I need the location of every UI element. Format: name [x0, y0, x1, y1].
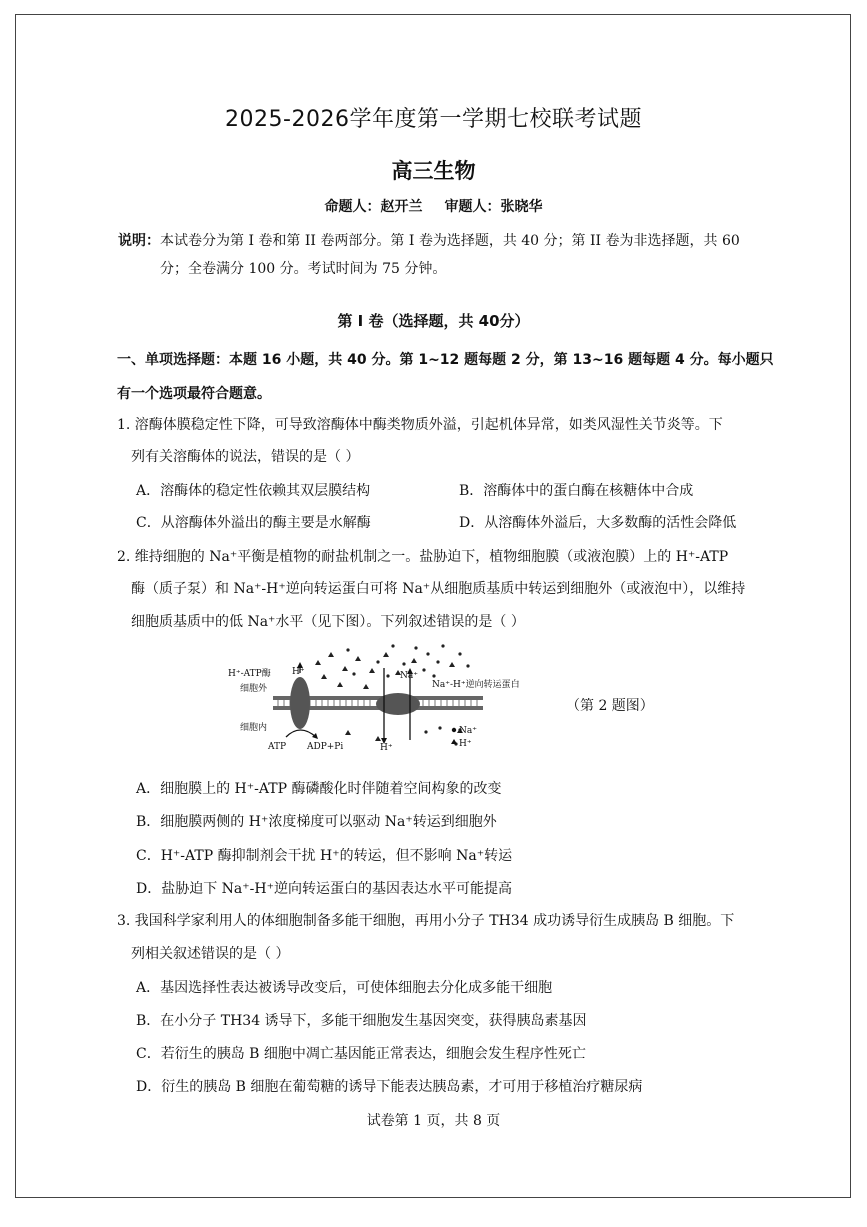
part-heading-line-2: 有一个选项最符合题意。 [117, 386, 271, 402]
q3-option-c: C．若衍生的胰岛 B 细胞中凋亡基因能正常表达，细胞会发生程序性死亡 [136, 1046, 586, 1062]
q2-option-d: D．盐胁迫下 Na⁺-H⁺逆向转运蛋白的基因表达水平可能提高 [136, 881, 512, 897]
legend-na: Na⁺ [459, 726, 477, 736]
q2-option-b: B．细胞膜两侧的 H⁺浓度梯度可以驱动 Na⁺转运到细胞外 [136, 814, 497, 830]
q2-stem-line-3: 细胞质基质中的低 Na⁺水平（见下图）。下列叙述错误的是（ ） [131, 614, 525, 630]
q1-stem-line-1: 1. 溶酶体膜稳定性下降，可导致溶酶体中酶类物质外溢，引起机体异常，如类风湿性关节炎等。下 [117, 417, 723, 433]
legend-h: H⁺ [459, 739, 472, 749]
label-adp: ADP+Pi [307, 742, 344, 752]
q3-stem-line-2: 列相关叙述错误的是（ ） [131, 946, 290, 962]
label-atpase: H⁺-ATP酶 [228, 669, 271, 679]
label-outside: 细胞外 [240, 684, 268, 694]
q3-option-b: B．在小分子 TH34 诱导下，多能干细胞发生基因突变，获得胰岛素基因 [136, 1013, 587, 1029]
subject-title: 高三生物 [391, 159, 476, 183]
q2-stem-line-1: 2. 维持细胞的 Na⁺平衡是植物的耐盐机制之一。盐胁迫下，植物细胞膜（或液泡膜）上的 H⁺-ATP [117, 549, 729, 565]
label-h-bottom: H⁺ [380, 743, 393, 753]
q1-stem-line-2: 列有关溶酶体的说法，错误的是（ ） [131, 449, 360, 465]
q1-option-b: B．溶酶体中的蛋白酶在核糖体中合成 [459, 483, 694, 499]
part-heading-line-1: 一、单项选择题：本题 16 小题，共 40 分。第 1~12 题每题 2 分，第 13~16 题每题 4 分。每小题只 [117, 352, 774, 368]
instructions-line-2: 分；全卷满分 100 分。考试时间为 75 分钟。 [160, 261, 447, 277]
instructions-line-1: 本试卷分为第 I 卷和第 II 卷两部分。第 I 卷为选择题，共 40 分；第 II 卷为非选择题，共 60 [160, 233, 740, 249]
label-h-top: H⁺ [292, 667, 305, 677]
q2-stem-line-2: 酶（质子泵）和 Na⁺-H⁺逆向转运蛋白可将 Na⁺从细胞质基质中转运到细胞外（或液泡中），以维持 [131, 581, 746, 597]
q2-option-c: C．H⁺-ATP 酶抑制剂会干扰 H⁺的转运，但不影响 Na⁺转运 [136, 848, 513, 864]
label-na-top: Na⁺ [400, 671, 418, 681]
figure-label: （第 2 题图） [566, 698, 654, 714]
label-inside: 细胞内 [240, 723, 268, 733]
exam-title: 2025-2026学年度第一学期七校联考试题 [225, 107, 642, 132]
instructions-label: 说明： [118, 233, 160, 249]
author-line [0, 196, 867, 216]
section-title: 第 I 卷（选择题，共 40分） [337, 312, 530, 330]
q1-option-c: C．从溶酶体外溢出的酶主要是水解酶 [136, 515, 371, 531]
label-antiporter: Na⁺-H⁺逆向转运蛋白 [432, 680, 520, 690]
membrane-transport-diagram [228, 640, 548, 755]
q1-option-a: A．溶酶体的稳定性依赖其双层膜结构 [136, 483, 371, 499]
reviewer-label: 审题人：张晓华 [444, 199, 543, 215]
q3-option-d: D．衍生的胰岛 B 细胞在葡萄糖的诱导下能表达胰岛素，才可用于移植治疗糖尿病 [136, 1079, 643, 1095]
label-atp: ATP [268, 742, 287, 752]
q3-option-a: A．基因选择性表达被诱导改变后，可使体细胞去分化成多能干细胞 [136, 980, 553, 996]
page-footer: 试卷第 1 页，共 8 页 [366, 1113, 501, 1129]
author-label: 命题人：赵开兰 [324, 199, 423, 215]
q2-option-a: A．细胞膜上的 H⁺-ATP 酶磷酸化时伴随着空间构象的改变 [136, 781, 502, 797]
q1-option-d: D．从溶酶体外溢后，大多数酶的活性会降低 [459, 515, 737, 531]
q3-stem-line-1: 3. 我国科学家利用人的体细胞制备多能干细胞，再用小分子 TH34 成功诱导衍生成胰岛 B 细胞。下 [117, 913, 735, 929]
